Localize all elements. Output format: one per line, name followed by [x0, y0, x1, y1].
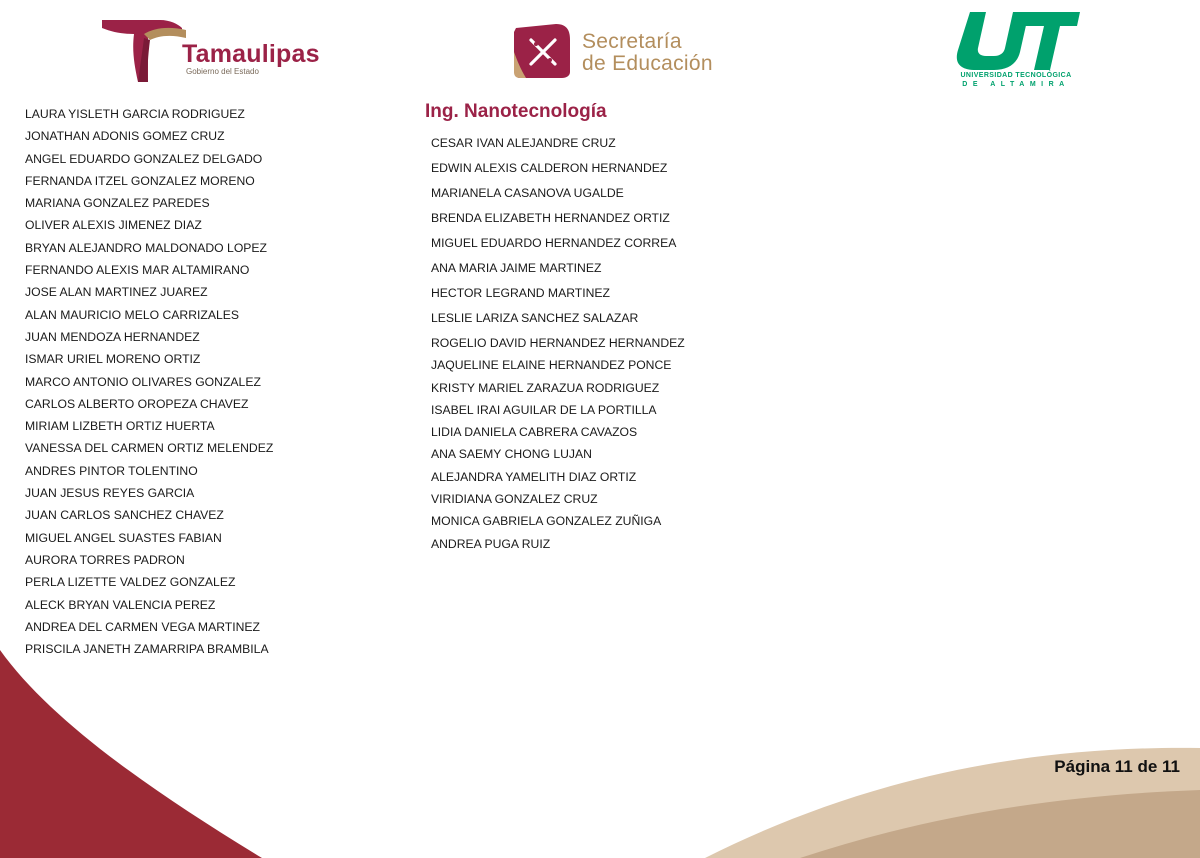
- ut-initials-icon: [950, 10, 1082, 70]
- list-item: MARCO ANTONIO OLIVARES GONZALEZ: [25, 374, 261, 389]
- list-item: VIRIDIANA GONZALEZ CRUZ: [431, 492, 598, 507]
- list-item: MIGUEL ANGEL SUASTES FABIAN: [25, 530, 222, 545]
- list-item: ANDREA DEL CARMEN VEGA MARTINEZ: [25, 619, 260, 634]
- list-item: LIDIA DANIELA CABRERA CAVAZOS: [431, 425, 638, 440]
- list-item: ANDRES PINTOR TOLENTINO: [25, 463, 198, 478]
- list-item: MARIANELA CASANOVA UGALDE: [431, 186, 624, 200]
- list-item: JUAN CARLOS SANCHEZ CHAVEZ: [25, 508, 224, 523]
- list-item: ALAN MAURICIO MELO CARRIZALES: [25, 307, 240, 322]
- tamaulipas-name: Tamaulipas: [182, 40, 320, 68]
- list-item: MIRIAM LIZBETH ORTIZ HUERTA: [25, 419, 215, 434]
- list-item: ANA SAEMY CHONG LUJAN: [431, 447, 592, 462]
- list-item: HECTOR LEGRAND MARTINEZ: [431, 286, 610, 300]
- list-item: JAQUELINE ELAINE HERNANDEZ PONCE: [431, 358, 672, 373]
- list-item: FERNANDA ITZEL GONZALEZ MORENO: [25, 173, 255, 188]
- list-item: VANESSA DEL CARMEN ORTIZ MELENDEZ: [25, 441, 274, 456]
- ut-name-line1: UNIVERSIDAD TECNOLÓGICA: [960, 72, 1072, 79]
- page-number: Página 11 de 11: [1054, 757, 1180, 776]
- list-item: ALECK BRYAN VALENCIA PEREZ: [25, 597, 216, 612]
- list-item: BRENDA ELIZABETH HERNANDEZ ORTIZ: [431, 211, 670, 225]
- list-item: JOSE ALAN MARTINEZ JUAREZ: [25, 285, 208, 300]
- list-item: JUAN JESUS REYES GARCIA: [25, 486, 195, 501]
- secretaria-educacion-logo: [512, 22, 732, 84]
- list-item: JUAN MENDOZA HERNANDEZ: [25, 329, 200, 344]
- list-item: OLIVER ALEXIS JIMENEZ DIAZ: [25, 218, 202, 233]
- tamaulipas-logo: [100, 14, 330, 86]
- list-item: MIGUEL EDUARDO HERNANDEZ CORREA: [431, 236, 677, 250]
- list-item: PRISCILA JANETH ZAMARRIPA BRAMBILA: [25, 642, 269, 657]
- list-item: ANA MARIA JAIME MARTINEZ: [431, 261, 602, 275]
- list-item: ISMAR URIEL MORENO ORTIZ: [25, 352, 201, 367]
- list-item: AURORA TORRES PADRON: [25, 552, 185, 567]
- list-item: LESLIE LARIZA SANCHEZ SALAZAR: [431, 311, 639, 325]
- list-item: KRISTY MARIEL ZARAZUA RODRIGUEZ: [431, 380, 660, 395]
- maroon-swoosh: [0, 650, 262, 858]
- secretaria-line2: de Educación: [582, 52, 713, 75]
- list-item: JONATHAN ADONIS GOMEZ CRUZ: [25, 129, 225, 144]
- header: [0, 0, 1200, 100]
- list-item: ISABEL IRAI AGUILAR DE LA PORTILLA: [431, 402, 657, 417]
- ut-name-line2: DE ALTAMIRA: [962, 81, 1070, 88]
- list-item: FERNANDO ALEXIS MAR ALTAMIRANO: [25, 263, 250, 278]
- list-item: ALEJANDRA YAMELITH DIAZ ORTIZ: [431, 469, 637, 484]
- tamaulipas-subtitle: Gobierno del Estado: [186, 67, 259, 76]
- list-item: PERLA LIZETTE VALDEZ GONZALEZ: [25, 575, 236, 590]
- list-item: CESAR IVAN ALEJANDRE CRUZ: [431, 136, 616, 150]
- list-item: ANDREA PUGA RUIZ: [431, 536, 551, 551]
- list-item: EDWIN ALEXIS CALDERON HERNANDEZ: [431, 161, 668, 175]
- secretaria-line1: Secretaría: [582, 30, 682, 53]
- list-item: LAURA YISLETH GARCIA RODRIGUEZ: [25, 107, 245, 121]
- list-item: ANGEL EDUARDO GONZALEZ DELGADO: [25, 151, 263, 166]
- section-title: Ing. Nanotecnología: [425, 101, 607, 122]
- student-list-nanotecnologia: [431, 134, 685, 557]
- list-item: ROGELIO DAVID HERNANDEZ HERNANDEZ: [431, 336, 685, 350]
- list-item: BRYAN ALEJANDRO MALDONADO LOPEZ: [25, 240, 268, 255]
- list-item: CARLOS ALBERTO OROPEZA CHAVEZ: [25, 396, 249, 411]
- list-item: MONICA GABRIELA GONZALEZ ZUÑIGA: [431, 514, 662, 529]
- tamaulipas-emblem-icon: [100, 14, 190, 86]
- pencil-ruler-icon: [512, 22, 574, 80]
- list-item: MARIANA GONZALEZ PAREDES: [25, 196, 210, 211]
- ut-altamira-logo: [950, 10, 1090, 94]
- student-list-left: [25, 105, 273, 662]
